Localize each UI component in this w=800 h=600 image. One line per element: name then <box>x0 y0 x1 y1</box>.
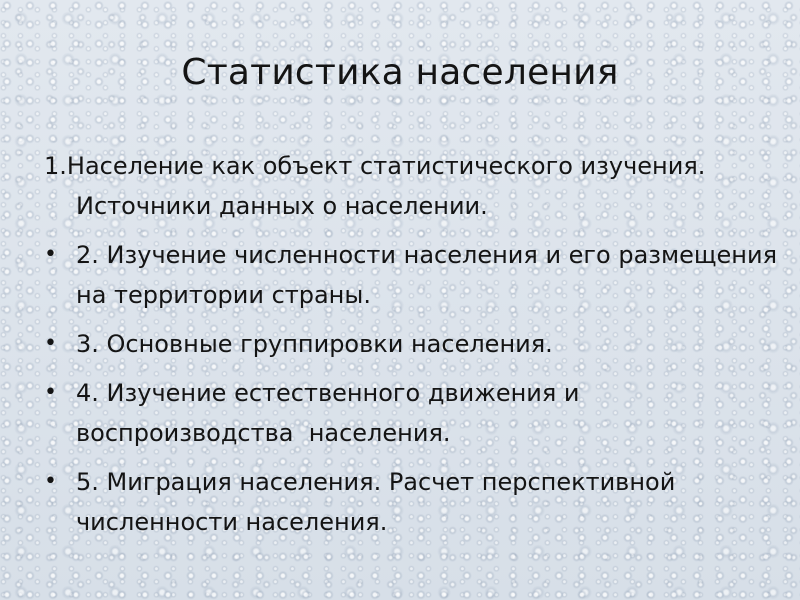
list-item-text: 4. Изучение естественного движения и воспроизводства населения. <box>76 379 588 447</box>
list-item <box>44 373 784 453</box>
list-item <box>44 235 784 315</box>
list-item-text: 2. Изучение численности населения и его размещения на территории страны. <box>76 241 778 309</box>
bullet-icon: • <box>44 380 57 405</box>
bullet-icon: • <box>44 469 57 494</box>
list-item-text: 1.Население как объект статистического изучения. Источники данных о населении. <box>44 152 706 220</box>
list-item <box>44 324 784 364</box>
bullet-icon: • <box>44 331 57 356</box>
slide-title: Статистика населения <box>181 52 619 93</box>
list-item <box>44 146 784 226</box>
topic-list <box>44 146 784 551</box>
list-item-text: 3. Основные группировки населения. <box>76 330 553 358</box>
bullet-icon: • <box>44 242 57 267</box>
list-item-text: 5. Миграция населения. Расчет перспективной численности населения. <box>76 468 676 536</box>
list-item <box>44 462 784 542</box>
